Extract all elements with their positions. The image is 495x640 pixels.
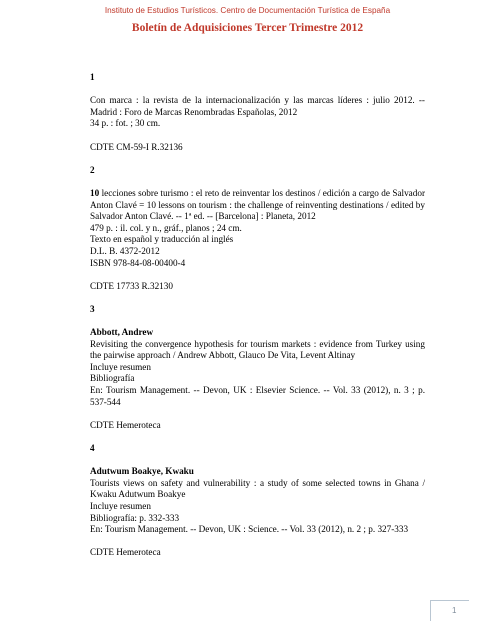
entry-2 <box>90 165 425 293</box>
entry-source: En: Tourism Management. -- Devon, UK : Elsevier Science. -- Vol. 33 (2012), n. 3 ; p. 537-544 <box>90 385 425 407</box>
entry-note: Incluye resumen <box>90 500 151 511</box>
entry-location: CDTE CM-59-I R.32136 <box>90 141 183 152</box>
entry-note: Incluye resumen <box>90 361 151 372</box>
entry-author: Adutwum Boakye, Kwaku <box>90 466 194 477</box>
entry-physical-description: 479 p. : il. col. y n., gráf., planos ; 24 cm. <box>90 222 242 233</box>
entry-source: En: Tourism Management. -- Devon, UK : Science. -- Vol. 33 (2012), n. 2 ; p. 327-333 <box>90 524 409 535</box>
entry-number: 4 <box>90 443 95 453</box>
entry-1 <box>90 72 425 153</box>
entry-record <box>90 188 425 223</box>
entries-list <box>90 72 425 559</box>
page-number: 1 <box>452 606 457 615</box>
entry-legal-deposit: D.L. B. 4372-2012 <box>90 245 160 256</box>
entry-description: Tourists views on safety and vulnerability : a study of some selected towns in Ghana / Kwaku Adutwum Boakye <box>90 477 425 500</box>
entry-physical-description: 34 p. : fot. ; 30 cm. <box>90 118 161 129</box>
entry-number: 1 <box>90 72 95 82</box>
entry-bibliography: Bibliografía: p. 332-333 <box>90 512 180 523</box>
entry-record: Con marca : la revista de la internacionalización y las marcas líderes : julio 2012. -- Madrid : Foro de Marcas Renombradas Españolas, 2012 <box>90 95 425 117</box>
entry-bibliography: Bibliografía <box>90 373 135 384</box>
entry-author: Abbott, Andrew <box>90 327 154 338</box>
entry-isbn: ISBN 978-84-08-00400-4 <box>90 257 186 268</box>
entry-location: CDTE 17733 R.32130 <box>90 280 173 291</box>
entry-location: CDTE Hemeroteca <box>90 547 161 558</box>
entry-lead-text: lecciones sobre turismo : el reto de reinventar los destinos / edición a cargo de Salvador Anton Clavé = 10 lessons on tourism : the challenge of reinventing destinations / edited by Salvador Anton Clavé. -- 1ª ed. -- [Barcelona] : Planeta, 2012 <box>90 187 425 222</box>
entry-number: 3 <box>90 303 95 314</box>
entry-lead-bold: 10 <box>90 187 100 198</box>
entry-note: Texto en español y traducción al inglés <box>90 234 234 245</box>
page-number-frame <box>430 600 469 621</box>
entry-number: 2 <box>90 164 95 175</box>
bulletin-title: Boletín de Adquisiciones Tercer Trimestre 2012 <box>131 22 364 34</box>
institute-header: Instituto de Estudios Turísticos. Centro de Documentación Turística de España <box>104 6 391 15</box>
entry-3 <box>90 304 425 432</box>
entry-4 <box>90 443 425 559</box>
entry-description: Revisiting the convergence hypothesis for tourism markets : evidence from Turkey using the pairwise approach / Andrew Abbott, Glauco De Vita, Levent Altinay <box>90 338 425 361</box>
entry-location: CDTE Hemeroteca <box>90 419 161 430</box>
